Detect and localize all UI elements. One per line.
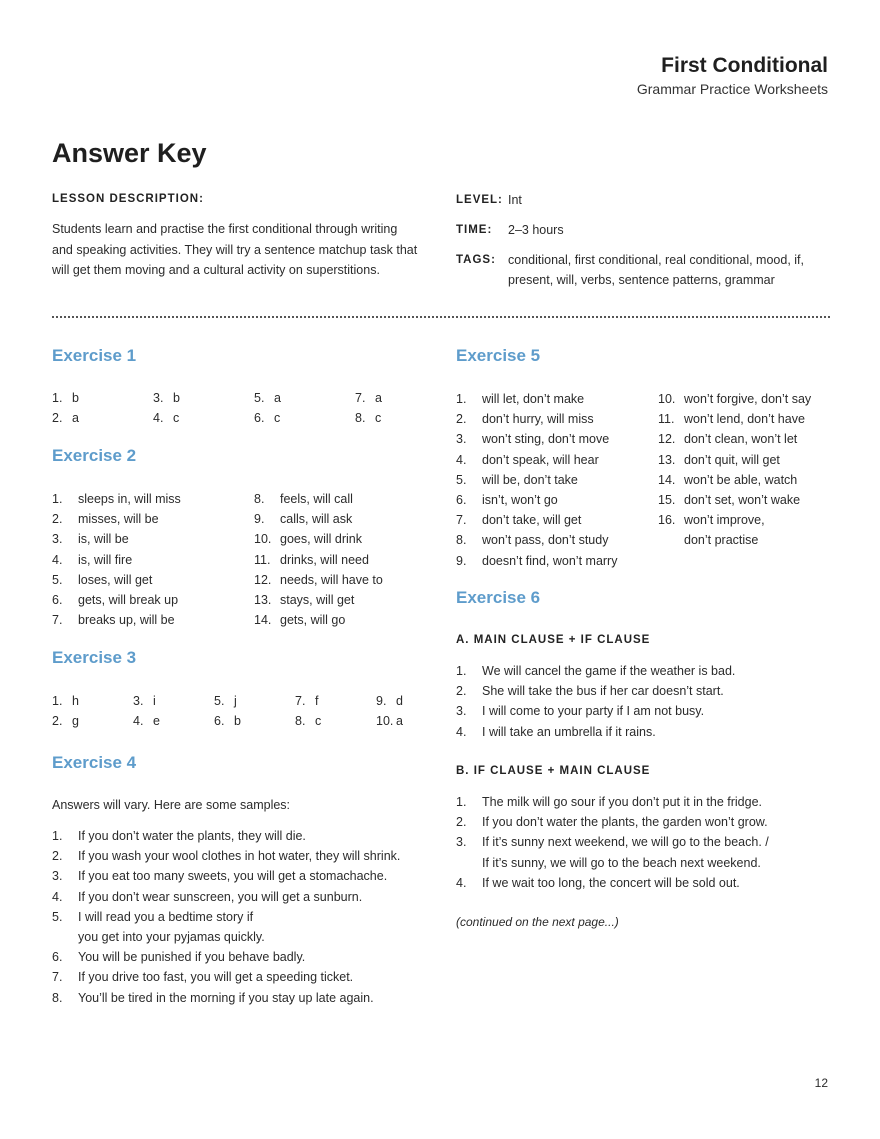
answer-text: won’t pass, don’t study [482,533,609,548]
worksheet-subtitle: Grammar Practice Worksheets [636,81,828,97]
answer-text: b [234,714,241,728]
answer-text: won’t forgive, don’t say [684,392,812,406]
tags-line: present, will, verbs, sentence patterns, grammar [508,273,775,287]
answer-text: d [396,694,403,708]
answer-number: 2. [456,684,467,699]
answer-text: don’t speak, will hear [482,452,599,467]
answer-number: 2. [52,512,63,527]
answer-number: 1. [52,694,63,708]
answer-number: 2. [52,849,63,864]
answer-text: don’t set, won’t wake [684,493,801,507]
answer-text: won’t improve, [684,513,765,528]
answer-text: j [234,694,237,708]
answer-text: doesn’t find, won’t marry [482,553,618,568]
answer-number: 8. [456,533,467,548]
lesson-description-label: LESSON DESCRIPTION: [52,193,204,205]
answer-number: 9. [254,512,265,527]
answer-number: 2. [52,411,63,425]
answer-text: c [173,411,180,425]
answer-text: c [274,411,281,425]
answer-number: 11. [254,552,271,567]
answer-text: a [274,391,281,405]
answer-text: stays, will get [280,593,355,607]
answer-text: won’t lend, don’t have [684,412,805,427]
worksheet-title: First Conditional [661,54,828,77]
answer-text: h [72,694,79,708]
answer-number: 7. [355,391,366,405]
answer-number: 15. [658,493,676,507]
answer-number: 5. [254,391,265,405]
answer-number: 11. [658,412,675,427]
answer-text: sleeps in, will miss [78,492,181,506]
answer-text: If we wait too long, the concert will be sold out. [482,875,740,890]
answer-text: breaks up, will be [78,613,175,628]
answer-number: 14. [254,613,272,628]
time-label: TIME: [456,224,493,236]
exercise-6b-label: B. IF CLAUSE + MAIN CLAUSE [456,765,651,777]
answer-text: g [72,714,79,728]
answer-text: We will cancel the game if the weather is bad. [482,664,736,678]
level-value: Int [508,193,522,207]
answer-number: 2. [52,714,63,728]
answer-text: a [72,411,79,425]
answer-number: 5. [214,694,225,708]
answer-number: 10. [376,714,394,728]
answer-text: If you eat too many sweets, you will get a stomachache. [78,869,388,884]
answer-number: 4. [153,411,164,425]
exercise-6-title: Exercise 6 [456,588,541,607]
tags-line: conditional, first conditional, real conditional, mood, if, [508,253,804,267]
answer-text: goes, will drink [280,532,362,547]
lesson-description-line: and speaking activities. They will try a sentence matchup task that [52,242,418,257]
answer-number: 1. [52,391,63,405]
answer-text: b [173,391,180,405]
answer-number: 5. [52,572,63,587]
answer-text: I will take an umbrella if it rains. [482,724,656,739]
answer-number: 7. [456,513,467,528]
answer-number: 3. [456,432,467,447]
answer-text: c [315,714,322,728]
answer-number: 3. [52,532,63,547]
answer-text: will let, don’t make [482,392,585,406]
document-header [637,52,828,98]
answer-number: 7. [52,613,63,628]
answer-number: 7. [52,970,63,985]
answer-text: isn’t, won’t go [482,493,558,507]
answer-text: c [375,411,382,425]
page-title: Answer Key [52,138,207,168]
time-value: 2–3 hours [508,223,564,237]
answer-text: gets, will break up [78,593,179,607]
answer-number: 1. [456,664,467,678]
answer-number: 6. [214,714,225,728]
answer-number: 1. [52,492,63,506]
answer-number: 10. [254,532,272,547]
lesson-description-line: will get them moving and a cultural activity on superstitions. [52,263,380,277]
answer-number: 9. [376,694,387,708]
answer-text: If you wash your wool clothes in hot water, they will shrink. [78,849,401,864]
answer-number: 9. [456,553,467,568]
answer-number: 8. [52,990,63,1005]
answer-number: 6. [52,593,63,607]
answer-text: don’t take, will get [482,513,582,528]
answer-text: The milk will go sour if you don’t put it in the fridge. [482,795,762,809]
answer-text: a [396,714,403,728]
exercise-4-intro: Answers will vary. Here are some samples: [52,798,291,812]
answer-text: You’ll be tired in the morning if you stay up late again. [78,990,374,1005]
answer-text: If you don’t wear sunscreen, you will get a sunburn. [78,889,363,904]
answer-text: i [153,694,156,708]
answer-number: 6. [254,411,265,425]
answer-number: 2. [456,412,467,427]
answer-text: won’t be able, watch [684,472,798,487]
answer-number: 3. [456,835,467,850]
answer-text: I will read you a bedtime story if [78,909,254,924]
answer-number: 6. [52,950,63,965]
exercise-3-title: Exercise 3 [52,648,137,667]
answer-text: don’t hurry, will miss [482,412,594,427]
answer-number: 8. [254,492,265,506]
answer-number: 1. [456,795,467,809]
answer-text: b [72,391,79,405]
answer-text: If it’s sunny, we will go to the beach next weekend. [482,855,761,870]
answer-text: don’t quit, will get [684,452,780,467]
answer-number: 8. [295,714,306,728]
level-label: LEVEL: [456,194,503,206]
answer-number: 14. [658,472,676,487]
lesson-description [52,219,424,281]
answer-number: 8. [355,411,366,425]
answer-text: loses, will get [78,572,153,587]
answer-text: drinks, will need [280,552,369,567]
answer-number: 4. [52,889,63,904]
answer-number: 5. [52,909,63,924]
answer-text: is, will fire [78,552,133,567]
exercise-1-title: Exercise 1 [52,346,137,365]
answer-number: 1. [52,829,63,843]
answer-number: 3. [52,869,63,884]
answer-number: 3. [153,391,164,405]
answer-text: gets, will go [280,613,346,628]
answer-number: 3. [456,704,467,719]
answer-number: 4. [456,452,467,467]
section-divider [52,316,830,318]
answer-number: 12. [254,572,272,587]
tags-label: TAGS: [456,254,496,266]
answer-text: misses, will be [78,512,159,527]
answer-text: feels, will call [280,492,353,506]
answer-number: 12. [658,432,676,447]
answer-number: 7. [295,694,306,708]
answer-text: f [315,694,319,708]
exercise-5-title: Exercise 5 [456,346,541,365]
answer-text: won’t sting, don’t move [482,432,610,447]
exercise-2-title: Exercise 2 [52,446,137,465]
answer-text: don’t practise [684,533,759,548]
answer-text: If you drive too fast, you will get a speeding ticket. [78,970,354,985]
exercise-6a-label: A. MAIN CLAUSE + IF CLAUSE [456,634,651,646]
answer-number: 4. [52,552,63,567]
answer-number: 13. [254,593,272,607]
answer-text: You will be punished if you behave badly. [78,950,306,965]
continued-note: (continued on the next page...) [456,915,619,929]
answer-number: 1. [456,392,467,406]
answer-number: 4. [456,724,467,739]
answer-text: a [375,391,382,405]
answer-text: e [153,714,160,728]
answer-number: 5. [456,472,467,487]
answer-number: 4. [456,875,467,890]
answer-text: you get into your pyjamas quickly. [78,930,265,944]
answer-text: If you don’t water the plants, they will die. [78,829,306,843]
tags-value [508,250,828,290]
answer-number: 13. [658,452,676,467]
answer-text: is, will be [78,532,129,547]
answer-number: 6. [456,493,467,507]
answer-number: 3. [133,694,144,708]
lesson-description-line: Students learn and practise the first conditional through writing [52,222,398,236]
answer-number: 2. [456,815,467,830]
exercise-4-title: Exercise 4 [52,753,137,772]
answer-text: If it’s sunny next weekend, we will go to the beach. / [482,835,769,850]
answer-text: will be, don’t take [482,472,578,487]
answer-number: 16. [658,513,676,528]
answer-text: I will come to your party if I am not busy. [482,704,705,719]
answer-text: calls, will ask [280,512,353,527]
page-number: 12 [814,1076,828,1090]
answer-text: needs, will have to [280,572,383,587]
answer-text: If you don’t water the plants, the garden won’t grow. [482,815,768,830]
answer-text: don’t clean, won’t let [684,432,798,447]
answer-number: 4. [133,714,144,728]
answer-number: 10. [658,392,676,406]
answer-text: She will take the bus if her car doesn’t start. [482,684,724,699]
